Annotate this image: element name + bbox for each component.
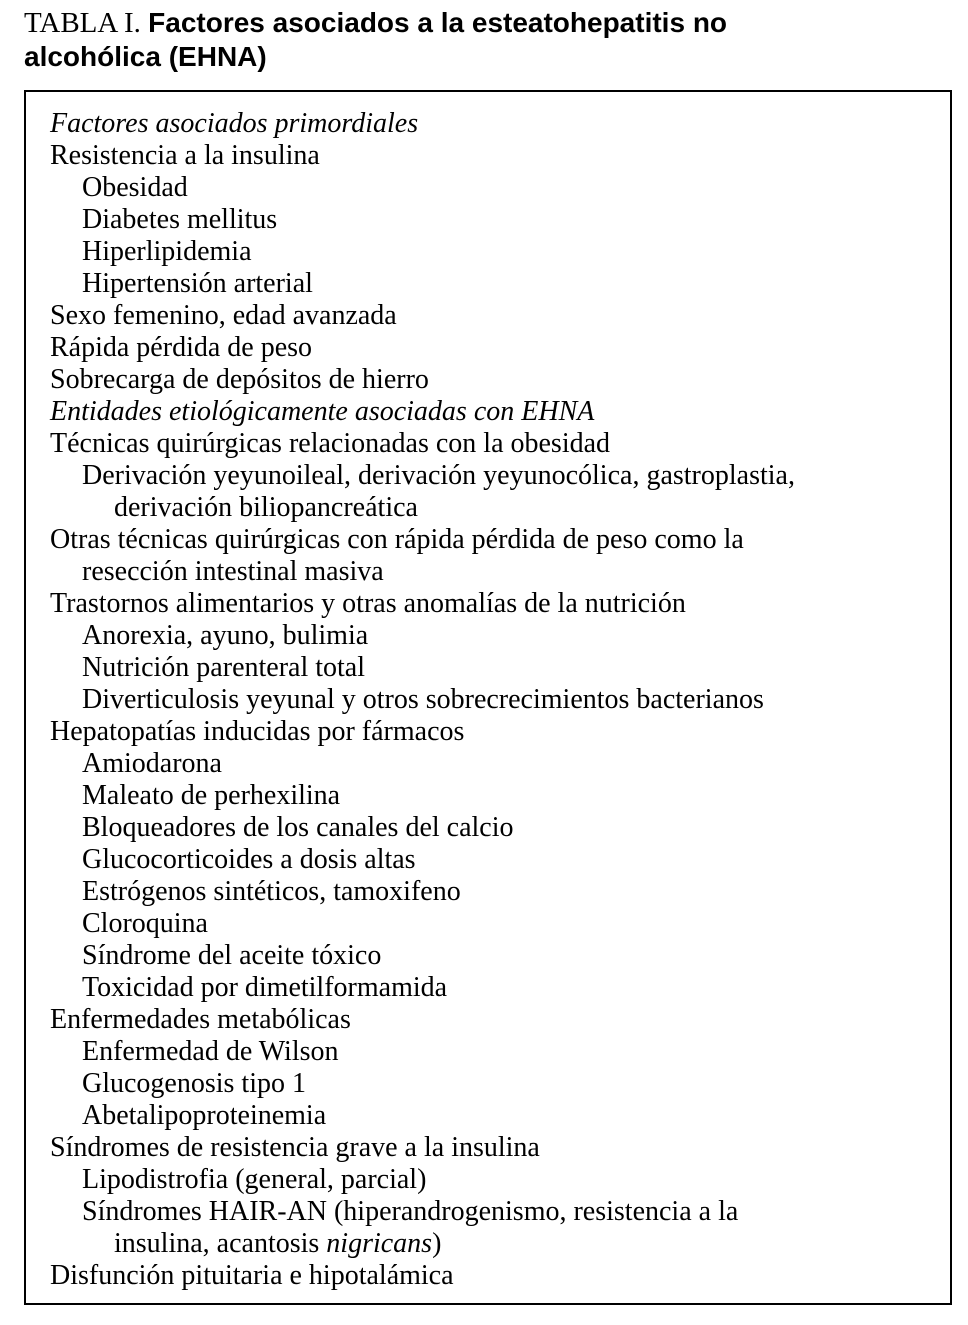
- list-item-text: Rápida pérdida de peso: [50, 332, 313, 363]
- list-item-text: Síndrome del aceite tóxico: [82, 940, 382, 971]
- list-item-text: Derivación yeyunoileal, derivación yeyunocólica, gastroplastia,: [82, 460, 795, 491]
- list-item: [50, 1260, 795, 1292]
- list-item-text: resección intestinal masiva: [82, 556, 384, 587]
- list-item: [50, 748, 795, 780]
- list-item-text: Enfermedades metabólicas: [50, 1004, 351, 1035]
- list-item-text: Obesidad: [82, 172, 188, 203]
- section-heading: [50, 396, 795, 428]
- list-item-text: Otras técnicas quirúrgicas con rápida pérdida de peso como la: [50, 524, 744, 555]
- list-item: [50, 1132, 795, 1164]
- list-item-text: Diverticulosis yeyunal y otros sobrecrecimientos bacterianos: [82, 684, 764, 715]
- list-item-text: Abetalipoproteinemia: [82, 1100, 327, 1131]
- list-item-text: Cloroquina: [82, 908, 208, 939]
- list-item: [50, 1036, 795, 1068]
- list-item: [50, 204, 795, 236]
- list-item-text: Hepatopatías inducidas por fármacos: [50, 716, 465, 747]
- list-item: [50, 300, 795, 332]
- list-item-text: Amiodarona: [82, 748, 222, 779]
- list-item-text: Bloqueadores de los canales del calcio: [82, 812, 514, 843]
- list-item-text: Sexo femenino, edad avanzada: [50, 300, 397, 331]
- list-item: [50, 268, 795, 300]
- list-item-text: Entidades etiológicamente asociadas con EHNA: [50, 396, 595, 427]
- list-item: [50, 492, 795, 524]
- table-caption: [24, 6, 954, 74]
- list-item-text: Trastornos alimentarios y otras anomalías de la nutrición: [50, 588, 686, 619]
- list-item-text: Anorexia, ayuno, bulimia: [82, 620, 369, 651]
- list-item: [50, 940, 795, 972]
- list-item-text: Resistencia a la insulina: [50, 140, 320, 171]
- list-item-text: Glucogenosis tipo 1: [82, 1068, 306, 1099]
- list-item-text: Hiperlipidemia: [82, 236, 252, 267]
- list-item: [50, 1228, 795, 1260]
- table-title-line-1: Factores asociados a la esteatohepatitis no: [148, 7, 728, 38]
- list-item: [50, 908, 795, 940]
- list-item: [50, 652, 795, 684]
- list-item: [50, 684, 795, 716]
- list-item-text: Toxicidad por dimetilformamida: [82, 972, 448, 1003]
- list-item: [50, 236, 795, 268]
- list-item: [50, 876, 795, 908]
- list-item-text: Factores asociados primordiales: [50, 108, 419, 139]
- list-item-text: Maleato de perhexilina: [82, 780, 341, 811]
- list-item-italic-text: nigricans: [326, 1228, 433, 1259]
- list-item: [50, 780, 795, 812]
- list-item: [50, 1196, 795, 1228]
- factor-list: [50, 108, 795, 1292]
- list-item-text: Síndromes de resistencia grave a la insulina: [50, 1132, 540, 1163]
- list-item-text: Diabetes mellitus: [82, 204, 278, 235]
- list-item: [50, 364, 795, 396]
- list-item: [50, 812, 795, 844]
- list-item-text: Disfunción pituitaria e hipotalámica: [50, 1260, 454, 1291]
- list-item-text-after: ): [432, 1228, 442, 1259]
- list-item: [50, 556, 795, 588]
- table-box: [24, 90, 952, 1305]
- list-item-text: Técnicas quirúrgicas relacionadas con la obesidad: [50, 428, 611, 459]
- list-item-text: Glucocorticoides a dosis altas: [82, 844, 416, 875]
- list-item-text: Sobrecarga de depósitos de hierro: [50, 364, 429, 395]
- list-item: [50, 524, 795, 556]
- list-item-text: Nutrición parenteral total: [82, 652, 365, 683]
- table-title-line-2: alcohólica (EHNA): [24, 41, 267, 72]
- table-label: TABLA I.: [24, 7, 141, 39]
- list-item: [50, 972, 795, 1004]
- list-item-text: Estrógenos sintéticos, tamoxifeno: [82, 876, 461, 907]
- list-item-text: Síndromes HAIR-AN (hiperandrogenismo, resistencia a la: [82, 1196, 739, 1227]
- list-item: [50, 620, 795, 652]
- list-item-text: derivación biliopancreática: [114, 492, 418, 523]
- list-item: [50, 716, 795, 748]
- list-item: [50, 460, 795, 492]
- list-item: [50, 428, 795, 460]
- list-item: [50, 1004, 795, 1036]
- list-item: [50, 588, 795, 620]
- list-item: [50, 844, 795, 876]
- list-item: [50, 1100, 795, 1132]
- list-item: [50, 1068, 795, 1100]
- list-item-text: insulina, acantosis: [114, 1228, 327, 1259]
- list-item: [50, 140, 795, 172]
- list-item-text: Enfermedad de Wilson: [82, 1036, 339, 1067]
- list-item: [50, 332, 795, 364]
- section-heading: [50, 108, 795, 140]
- list-item-text: Hipertensión arterial: [82, 268, 313, 299]
- list-item-text: Lipodistrofia (general, parcial): [82, 1164, 427, 1195]
- list-item: [50, 172, 795, 204]
- list-item: [50, 1164, 795, 1196]
